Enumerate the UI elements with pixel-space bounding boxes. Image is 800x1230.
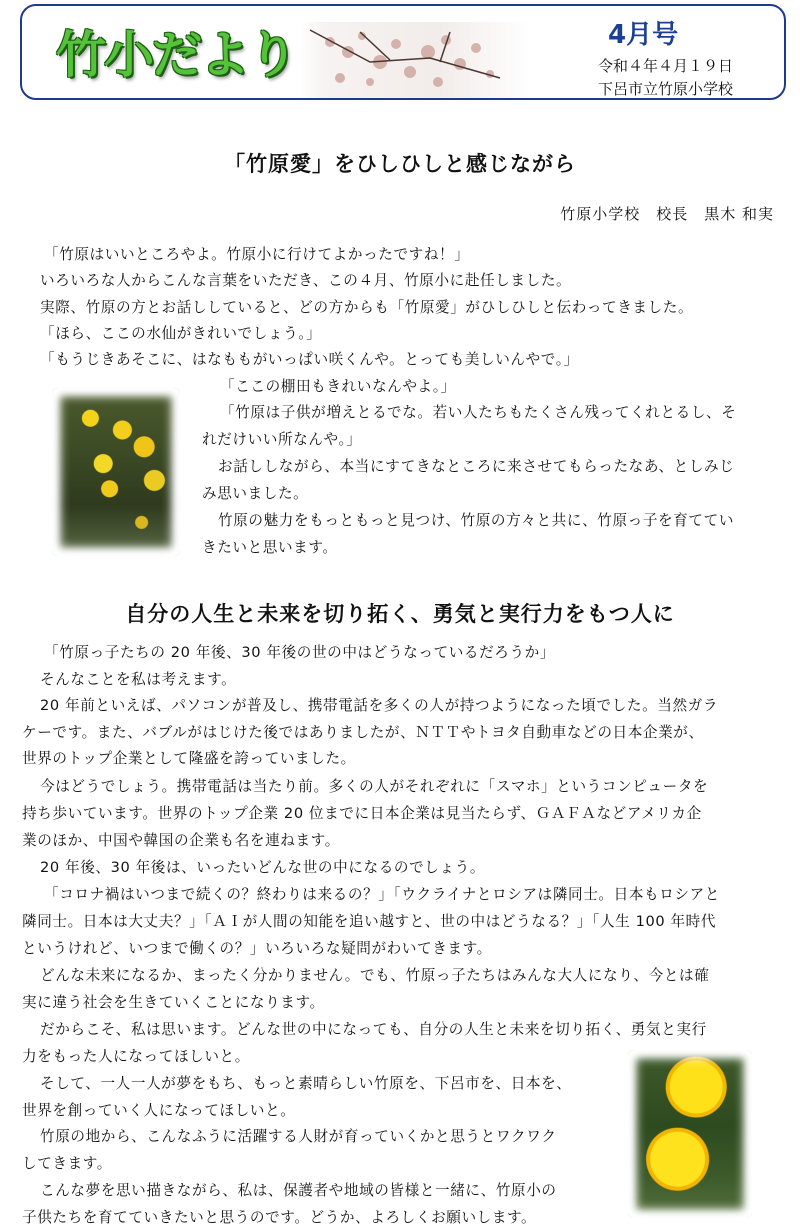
issue-date: 令和４年４月１９日 [598, 57, 734, 75]
article2-line: 力をもった人になってほしいと。 [22, 1048, 250, 1065]
daffodil-photo [52, 388, 180, 556]
article2-line: どんな未来になるか、まったく分かりません。でも、竹原っ子たちはみんな大人になり、今とは確 [40, 967, 710, 984]
article2-heading: 自分の人生と未来を切り拓く、勇気と実行力をもつ人に [125, 602, 675, 626]
article2-line: 隣同士。日本は大丈夫？」「ＡＩが人間の知能を追い越すと、世の中はどうなる？」「人生 100 年時代 [22, 913, 717, 930]
article1-line: れだけいい所なんや。」 [202, 431, 362, 448]
cherry-blossom-image [300, 22, 530, 98]
school-name: 下呂市立竹原小学校 [598, 80, 734, 98]
article1-line: きたいと思います。 [202, 539, 338, 556]
article2-line: 世界のトップ企業として隆盛を誇っていました。 [22, 750, 356, 767]
article2-line: 20 年後、30 年後は、いったいどんな世の中になるのでしょう。 [40, 859, 486, 876]
article1-heading: 「竹原愛」をひしひしと感じながら [224, 152, 576, 176]
article2-line: 世界を創っていく人になってほしいと。 [22, 1102, 296, 1119]
article1-line: 「もうじきあそこに、はなももがいっぱい咲くんや。とっても美しいんやで。」 [40, 351, 579, 368]
article1-line: 竹原の魅力をもっともっと見つけ、竹原の方々と共に、竹原っ子を育ててい [218, 512, 735, 529]
article2-line: そんなことを私は考えます。 [40, 671, 237, 688]
article1-line: 実際、竹原の方とお話ししていると、どの方からも「竹原愛」がひしひしと伝わってきました。 [40, 299, 694, 316]
article2-line: してきます。 [22, 1155, 112, 1172]
article1-line: いろいろな人からこんな言葉をいただき、この４月、竹原小に赴任しました。 [40, 272, 572, 289]
issue-label: 4月号 [608, 20, 679, 50]
article2-line: 持ち歩いています。世界のトップ企業 20 位までに日本企業は見当たらず、ＧＡＦＡなどアメリカ企 [22, 805, 702, 822]
article1-line: 「ほら、ここの水仙がきれいでしょう。」 [40, 325, 322, 342]
article2-line: 「竹原っ子たちの 20 年後、30 年後の世の中はどうなっているだろうか」 [44, 644, 556, 661]
article1-author: 竹原小学校 校長 黒木 和実 [560, 205, 774, 223]
article1-line: 「竹原は子供が増えとるでな。若い人たちもたくさん残ってくれとるし、そ [220, 404, 737, 421]
article2-line: ケーです。また、バブルがはじけた後ではありましたが、ＮＴＴやトヨタ自動車などの日本企業が、 [22, 724, 704, 741]
article2-line: 業のほか、中国や韓国の企業も名を連ねます。 [22, 832, 340, 849]
article2-line: 竹原の地から、こんなふうに活躍する人財が育っていくかと思うとワクワク [40, 1128, 557, 1145]
article2-line: というけれど、いつまで働くの？」いろいろな疑問がわいてきます。 [22, 940, 492, 957]
article2-line: 今はどうでしょう。携帯電話は当たり前。多くの人がそれぞれに「スマホ」というコンピュータを [40, 778, 709, 795]
article1-line: み思いました。 [202, 485, 309, 502]
newsletter-header [20, 4, 786, 100]
article2-line: 20 年前といえば、パソコンが普及し、携帯電話を多くの人が持つようになった頃でした。当然ガラ [40, 697, 719, 714]
article2-line: だからこそ、私は思います。どんな世の中になっても、自分の人生と未来を切り拓く、勇気と実行 [40, 1021, 707, 1038]
article2-line: 実に違う社会を生きていくことになります。 [22, 994, 325, 1011]
article1-line: 「竹原はいいところやよ。竹原小に行けてよかったですね！」 [44, 246, 470, 263]
article1-line: お話ししながら、本当にすてきなところに来させてもらったなあ、としみじ [218, 458, 735, 475]
article2-line: こんな夢を思い描きながら、私は、保護者や地域の皆様と一緒に、竹原小の [40, 1182, 557, 1199]
article1-line: 「ここの棚田もきれいなんやよ。」 [220, 378, 456, 395]
article2-line: そして、一人一人が夢をもち、もっと素晴らしい竹原を、下呂市を、日本を、 [40, 1075, 572, 1092]
newsletter-title-logo: 竹小だより [56, 26, 296, 84]
article2-line: 子供たちを育てていきたいと思うのです。どうか、よろしくお願いします。 [22, 1209, 537, 1226]
dandelion-photo [628, 1050, 752, 1218]
article2-line: 「コロナ禍はいつまで続くの？終わりは来るの？」「ウクライナとロシアは隣同士。日本もロシアと [44, 886, 720, 903]
